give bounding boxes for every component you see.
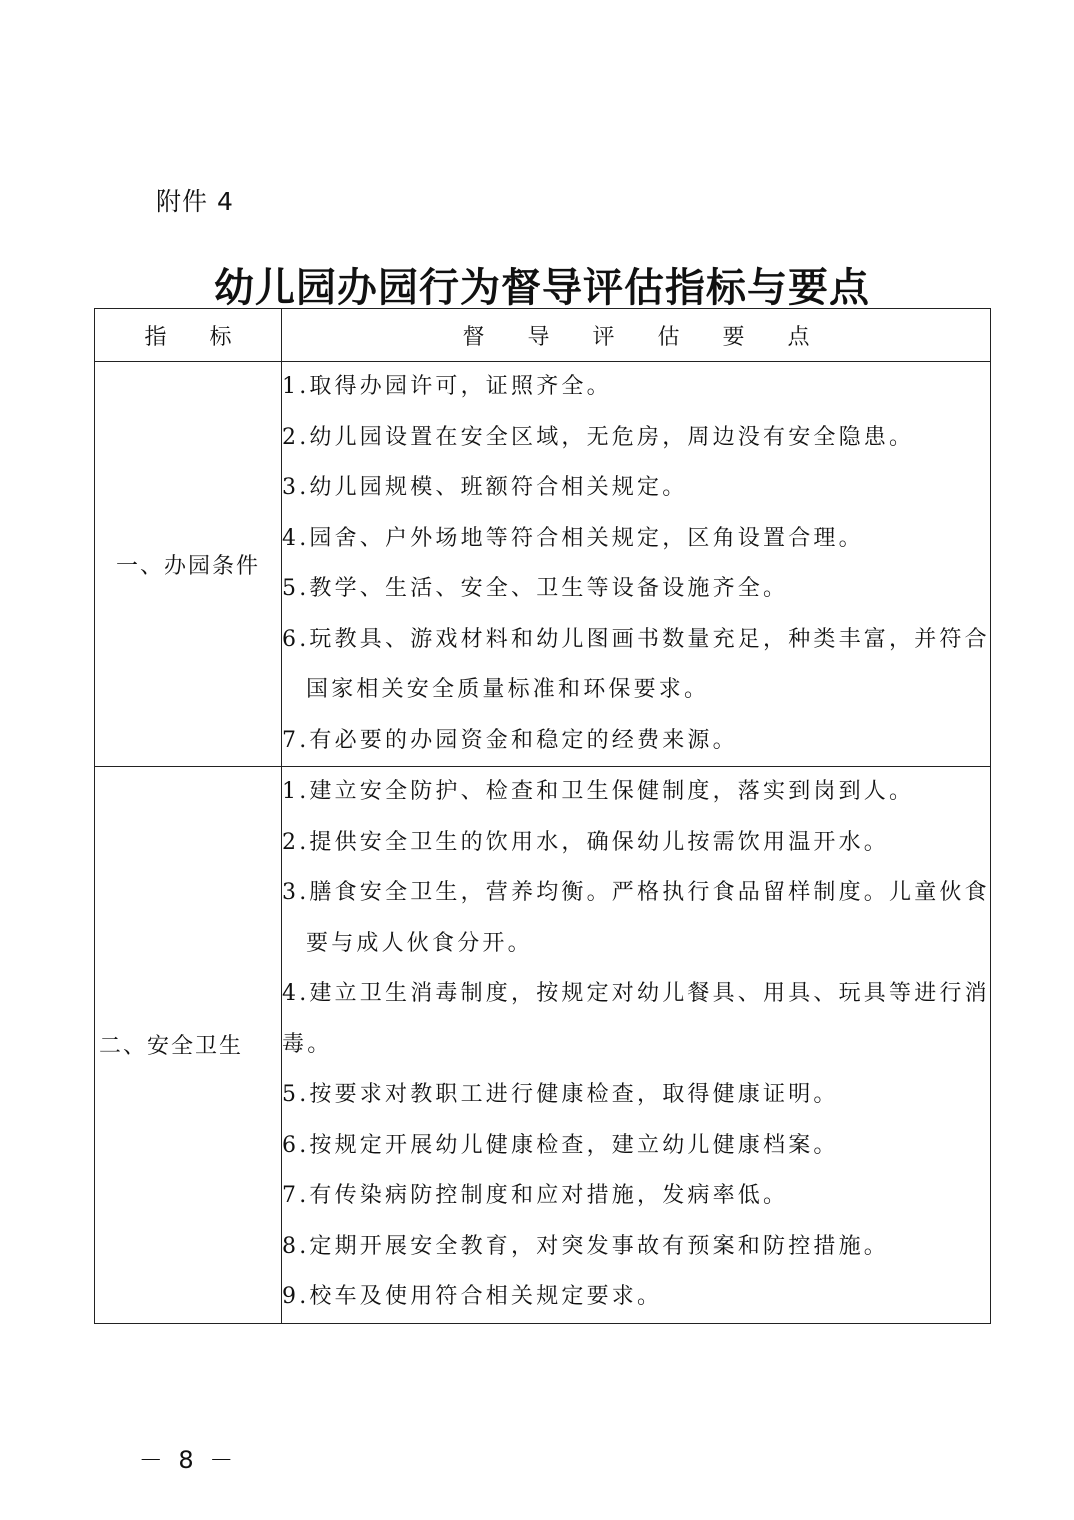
point-item: 5.教学、生活、安全、卫生等设备设施齐全。 <box>282 576 789 601</box>
section-row-conditions <box>95 362 991 767</box>
points-cell-conditions <box>282 362 991 767</box>
point-item: 3.膳食安全卫生，营养均衡。严格执行食品留样制度。儿童伙食要与成人伙食分开。 <box>282 880 990 956</box>
point-item: 9.校车及使用符合相关规定要求。 <box>282 1284 663 1309</box>
point-item: 3.幼儿园规模、班额符合相关规定。 <box>282 475 688 500</box>
point-item: 8.定期开展安全教育，对突发事故有预案和防控措施。 <box>282 1233 889 1259</box>
point-item: 6.按规定开展幼儿健康检查，建立幼儿健康档案。 <box>282 1132 839 1158</box>
section-row-safety <box>95 767 991 1324</box>
point-item: 4.园舍、户外场地等符合相关规定，区角设置合理。 <box>282 525 864 551</box>
point-item: 7.有必要的办园资金和稳定的经费来源。 <box>282 727 738 753</box>
page-number: － 8 － <box>138 1446 238 1474</box>
header-indicator: 指 标 <box>95 309 282 362</box>
points-cell-safety <box>282 767 991 1324</box>
point-item: 1.取得办园许可，证照齐全。 <box>282 374 612 399</box>
point-item: 4.建立卫生消毒制度，按规定对幼儿餐具、用具、玩具等进行消毒。 <box>282 981 990 1057</box>
header-points: 督 导 评 估 要 点 <box>282 309 991 362</box>
table-header-row <box>95 309 991 362</box>
point-item: 7.有传染病防控制度和应对措施，发病率低。 <box>282 1183 789 1208</box>
point-item: 2.幼儿园设置在安全区域，无危房，周边没有安全隐患。 <box>282 424 915 450</box>
indicator-cell-safety: 二、安全卫生 <box>95 767 282 1324</box>
document-title: 幼儿园办园行为督导评估指标与要点 <box>214 264 870 311</box>
point-item: 5.按要求对教职工进行健康检查，取得健康证明。 <box>282 1082 839 1107</box>
point-item: 6.玩教具、游戏材料和幼儿图画书数量充足，种类丰富，并符合国家相关安全质量标准和环保要求。 <box>282 626 990 702</box>
annex-label: 附件 4 <box>156 187 234 216</box>
criteria-table <box>94 308 991 1324</box>
point-item: 2.提供安全卫生的饮用水，确保幼儿按需饮用温开水。 <box>282 829 889 855</box>
indicator-cell-conditions: 一、办园条件 <box>95 362 282 767</box>
point-item: 1.建立安全防护、检查和卫生保健制度，落实到岗到人。 <box>282 779 915 804</box>
